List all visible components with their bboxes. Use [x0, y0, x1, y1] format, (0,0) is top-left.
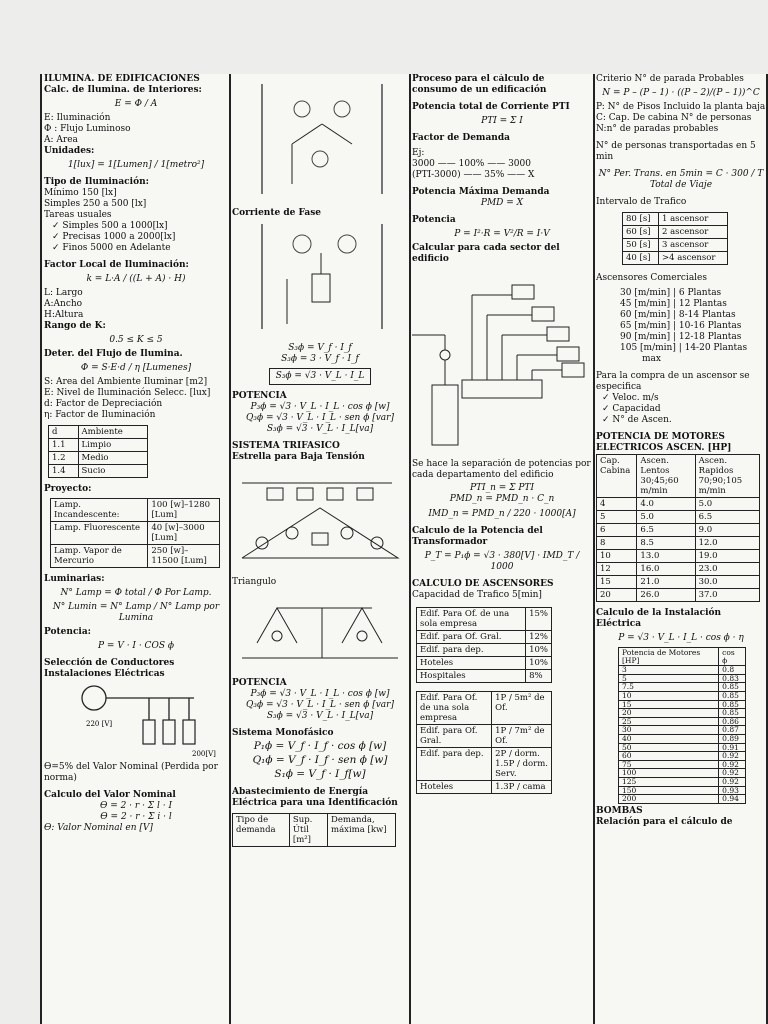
heading: Proceso para el cálculo de consumo de un edificación	[412, 74, 547, 95]
text-row: ✓ Precisas 1000 a 2000[lx]	[52, 232, 176, 242]
table-cell: 0.85	[719, 691, 746, 700]
table-row	[619, 752, 746, 761]
table-cell: Edif. para Of. Gral.	[417, 725, 492, 748]
heading: Sistema Monofásico	[232, 728, 334, 738]
table-cell: 50 [s]	[623, 239, 659, 252]
building-distribution-diagram	[412, 265, 592, 455]
text-row: ✓ Finos 5000 en Adelante	[52, 243, 171, 253]
column-iluminacion	[44, 74, 228, 1024]
table-row	[619, 795, 746, 804]
table-cell: 0.92	[719, 752, 746, 761]
table-header: Sup. Útil [m²]	[289, 814, 327, 847]
heading: Abastecimiento de Energía Eléctrica para una Identificación	[232, 787, 398, 808]
formula: N° Lumin = N° Lamp / N° Lamp por Lumina	[52, 602, 220, 623]
table-row	[417, 670, 552, 683]
table-cell: 60	[619, 752, 719, 761]
text-row: Simples 250 a 500 [lx]	[44, 199, 147, 209]
heading: BOMBAS	[596, 805, 643, 816]
formula: E = Φ / A	[114, 99, 158, 109]
formula: P = V · I · COS ϕ	[98, 641, 174, 651]
formula: PMD = X	[480, 198, 524, 208]
table-row: 20 26.0 37.0	[597, 589, 760, 602]
table-cell: 0.92	[719, 777, 746, 786]
formula: ϴ = 2 · r · Σ l · I	[99, 801, 173, 811]
formula: P₃ϕ = √3 · V_L · I_L · cos ϕ [w]	[250, 689, 390, 699]
table-cell: Medio	[78, 452, 147, 465]
demanda-table	[232, 813, 396, 847]
table-row	[619, 734, 746, 743]
table-cell: 40 [s]	[623, 252, 659, 265]
table-row	[51, 522, 220, 545]
definition: L: Largo	[44, 288, 83, 298]
table-row	[619, 691, 746, 700]
table-cell: Limpio	[78, 439, 147, 452]
definition: η: Factor de Iluminación	[44, 410, 156, 420]
definition: C: Cap. De cabina N° de personas	[596, 113, 752, 123]
table-row	[619, 777, 746, 786]
list-item: 105 [m/min] | 14-20 Plantas	[620, 343, 748, 353]
table-cell: 100 [w]–1280 [Lum]	[148, 499, 220, 522]
table-cell: Hospitales	[417, 670, 526, 683]
text-row: Ej:	[412, 148, 425, 158]
table-cell: 0.89	[719, 734, 746, 743]
column-potencia	[232, 74, 408, 1024]
table-row	[51, 499, 220, 522]
subtitle: Calc. de Ilumina. de Interiores:	[44, 85, 202, 95]
text-row: ✓ Simples 500 a 1000[lx]	[52, 221, 168, 231]
formula: PMD_n = PMD_n · C_n	[449, 494, 555, 504]
table-cell: 80 [s]	[623, 213, 659, 226]
formula: 0.5 ≤ K ≤ 5	[109, 335, 163, 345]
formula: N° Per. Trans. en 5min = C · 300 / T Total de Viaje	[598, 169, 764, 190]
table-row	[417, 657, 552, 670]
heading: Calculo de la Instalación Eléctrica	[596, 608, 722, 629]
table-row	[619, 666, 746, 675]
formula: ϴ: Valor Nominal en [V]	[44, 823, 153, 833]
list-item: max	[642, 354, 661, 364]
table-row	[49, 465, 148, 478]
definition: E: Nivel de Iluminación Selecc. [lux]	[44, 388, 211, 398]
definition: d: Factor de Depreciación	[44, 399, 163, 409]
table-cell: 10	[619, 691, 719, 700]
formula: S₃ϕ = √3 · V_L · I_L	[269, 368, 372, 385]
voltage-label: 220 [V]	[86, 720, 113, 728]
table-row: 4 4.0 5.0	[597, 498, 760, 511]
heading: Criterio N° de parada Probables	[596, 74, 744, 84]
table-cell: 125	[619, 777, 719, 786]
list-item: ✓ N° de Ascen.	[602, 415, 672, 425]
table-cell: 40 [w]–3000 [Lum]	[148, 522, 220, 545]
table-cell: 12%	[526, 631, 552, 644]
table-row: 15 21.0 30.0	[597, 576, 760, 589]
table-cell: 0.91	[719, 743, 746, 752]
table-cell: Edif. Para Of. de una sola empresa	[417, 608, 526, 631]
table-cell: 0.92	[719, 760, 746, 769]
definition: A:Ancho	[44, 299, 83, 309]
formula: ϴ = 2 · r · Σ i · l	[100, 812, 172, 822]
wiring-diagram-fase	[232, 219, 408, 339]
voltage-label: 200[V]	[192, 750, 216, 758]
definition: N:n° de paradas probables	[596, 124, 719, 134]
formula: S₃ϕ = 3 · V_f · I_f	[281, 354, 359, 364]
heading: Unidades:	[44, 146, 95, 156]
formula: PTI_n = Σ PTI	[469, 483, 534, 493]
table-cell: 25	[619, 717, 719, 726]
definition: E: Iluminación	[44, 113, 111, 123]
table-cell: Hoteles	[417, 657, 526, 670]
table-row	[417, 631, 552, 644]
table-cell: 1 ascensor	[658, 213, 727, 226]
table-cell: Edif. para dep.	[417, 644, 526, 657]
table-cell: 15	[619, 700, 719, 709]
heading: POTENCIA DE MOTORES ELECTRICOS ASCEN. [HP]	[596, 432, 732, 453]
text-row: Tareas usuales	[44, 210, 112, 220]
table-row	[417, 725, 552, 748]
table-cell: 7.5	[619, 683, 719, 692]
formula: Φ = S·E·d / η [Lumenes]	[80, 363, 192, 373]
definition: P: N° de Pisos Incluido la planta baja	[596, 102, 766, 112]
table-header: Ambiente	[78, 426, 147, 439]
table-cell: Lamp. Fluorescente	[51, 522, 148, 545]
formula: P₃ϕ = √3 · V_L · I_L · cos ϕ [w]	[250, 402, 390, 412]
table-cell: 20	[619, 709, 719, 718]
formula: k = L·A / ((L + A) · H)	[86, 274, 186, 284]
poblacion-table	[416, 691, 552, 794]
list-item: 65 [m/min] | 10-16 Plantas	[620, 321, 742, 331]
heading: CALCULO DE ASCENSORES	[412, 579, 554, 589]
text-row: Para la compra de un ascensor se especifica	[596, 371, 750, 392]
table-row	[623, 252, 728, 265]
formula: Q₃ϕ = √3 · V_L · I_L · sen ϕ [var]	[246, 413, 394, 423]
text-row: Mínimo 150 [lx]	[44, 188, 117, 198]
formula: S₃ϕ = √3 · V_L · I_L[va]	[266, 424, 374, 434]
table-row: 10 13.0 19.0	[597, 550, 760, 563]
motores-table	[596, 454, 760, 602]
table-header: Potencia de Motores [HP]	[619, 648, 719, 666]
formula: S₃ϕ = √3 · V_L · I_L[va]	[266, 711, 374, 721]
estrella-diagram	[232, 463, 408, 573]
column-ascensores	[596, 74, 766, 1024]
table-cell: 100	[619, 769, 719, 778]
table-cell: 10%	[526, 657, 552, 670]
column-divider	[229, 74, 231, 1024]
table-cell: 0.92	[719, 769, 746, 778]
heading: Calculo de la Potencia del Transformador	[412, 526, 543, 547]
table-row	[623, 226, 728, 239]
table-cell: 3 ascensor	[658, 239, 727, 252]
heading: Proyecto:	[44, 484, 92, 494]
table-cell: 60 [s]	[623, 226, 659, 239]
list-item: 30 [m/min] | 6 Plantas	[620, 288, 722, 298]
list-item: ✓ Veloc. m/s	[602, 393, 659, 403]
formula-boxed	[232, 368, 408, 385]
heading: Potencia	[412, 215, 456, 225]
table-row	[49, 439, 148, 452]
heading: Factor Local de Iluminación:	[44, 260, 189, 270]
table-cell: 1P / 5m² de Of.	[492, 692, 552, 725]
table-cell: 10%	[526, 644, 552, 657]
formula: IMD_n = PMD_n / 220 · 1000[A]	[428, 509, 576, 519]
table-row	[417, 781, 552, 794]
definition: S: Area del Ambiente Iluminar [m2]	[44, 377, 208, 387]
column-divider	[766, 74, 768, 1024]
table-cell: 1.2	[49, 452, 79, 465]
list-item: 45 [m/min] | 12 Plantas	[620, 299, 727, 309]
wiring-diagram-top	[232, 74, 408, 204]
table-row	[623, 239, 728, 252]
formula: Q₃ϕ = √3 · V_L · I_L · sen ϕ [var]	[246, 700, 394, 710]
text-row: (PTI-3000) —— 35% —— X	[412, 170, 535, 180]
formula: N = P – (P – 1) · ((P – 2)/(P – 1))^C	[602, 88, 760, 98]
table-cell: 0.94	[719, 795, 746, 804]
table-cell: 30	[619, 726, 719, 735]
list-item: ✓ Capacidad	[602, 404, 661, 414]
subheading: Relación para el cálculo de	[596, 816, 733, 827]
formula: N° Lamp = Φ total / Φ Por Lamp.	[60, 588, 212, 598]
table-cell: Lamp. Vapor de Mercurio	[51, 545, 148, 568]
heading: Luminarias:	[44, 574, 105, 584]
list-item: 90 [m/min] | 12-18 Plantas	[620, 332, 742, 342]
table-cell: 2 ascensor	[658, 226, 727, 239]
table-cell: 1.3P / cama	[492, 781, 552, 794]
formula-sheet	[40, 74, 768, 1024]
heading: Corriente de Fase	[232, 208, 322, 218]
ambiente-table	[48, 425, 148, 478]
formula: P = I²·R = V²/R = I·V	[454, 229, 550, 239]
table-row	[619, 709, 746, 718]
table-cell: 250 [w]– 11500 [Lum]	[148, 545, 220, 568]
formula: P_T = P₁ϕ = √3 · 380[V] · IMD_T / 1000	[424, 551, 580, 572]
subheading: Estrella para Baja Tensión	[232, 452, 365, 462]
table-cell: Edif. Para Of. de una sola empresa	[417, 692, 492, 725]
table-cell: Lamp. Incandescente:	[51, 499, 148, 522]
table-cell: 75	[619, 760, 719, 769]
text-row: 3000 —— 100% —— 3000	[412, 159, 531, 169]
heading: SISTEMA TRIFASICO	[232, 441, 340, 451]
label: Triangulo	[232, 577, 277, 587]
table-row	[417, 644, 552, 657]
text-row: Ascensores Comerciales	[596, 273, 708, 283]
table-cell: 5	[619, 674, 719, 683]
text-row: N° de personas transportadas en 5 min	[596, 141, 756, 162]
text-row: Intervalo de Trafico	[596, 197, 687, 207]
heading: POTENCIA	[232, 391, 287, 401]
capacidad-table	[416, 607, 552, 683]
table-cell: 2P / dorm. 1.5P / dorm. Serv.	[492, 748, 552, 781]
table-cell: 0.85	[719, 700, 746, 709]
table-cell: 0.8	[719, 666, 746, 675]
definition: Φ : Flujo Luminoso	[44, 124, 131, 134]
formula: 1[lux] = 1[Lumen] / 1[metro²]	[67, 160, 205, 170]
conductor-diagram	[44, 680, 224, 758]
table-cell: Hoteles	[417, 781, 492, 794]
table-cell: Edif. para Of. Gral.	[417, 631, 526, 644]
formula: Q₁ϕ = V_f · I_f · sen ϕ [w]	[252, 754, 388, 766]
heading: Potencia:	[44, 627, 92, 637]
formula: S₁ϕ = V_f · I_f[w]	[274, 768, 366, 780]
heading: Calcular para cada sector del edificio	[412, 243, 560, 264]
table-cell: 200	[619, 795, 719, 804]
formula: S₃ϕ = V_f · I_f	[288, 343, 352, 353]
heading: Rango de K:	[44, 321, 106, 331]
formula: PTI = Σ I	[481, 116, 523, 126]
note: ϴ=5% del Valor Nominal (Perdida por norma)	[44, 762, 218, 783]
table-cell: 0.86	[719, 717, 746, 726]
table-row	[417, 692, 552, 725]
definition: A: Area	[44, 135, 78, 145]
heading: Deter. del Flujo de Ilumina.	[44, 349, 183, 359]
table-header: Tipo de demanda	[233, 814, 290, 847]
asc-comerciales-list	[620, 288, 766, 365]
table-cell: 1.4	[49, 465, 79, 478]
table-row: 6 6.5 9.0	[597, 524, 760, 537]
table-cell: 1.1	[49, 439, 79, 452]
table-row: 8 8.5 12.0	[597, 537, 760, 550]
heading: Selección de Conductores Instalaciones Eléctricas	[44, 658, 175, 679]
table-cell: 0.87	[719, 726, 746, 735]
table-row	[51, 545, 220, 568]
table-cell: Sucio	[78, 465, 147, 478]
column-consumo	[412, 74, 592, 1024]
heading: Factor de Demanda	[412, 133, 510, 143]
intervalo-table	[622, 212, 728, 265]
definition: H:Altura	[44, 310, 84, 320]
table-cell: 15%	[526, 608, 552, 631]
note: Se hace la separación de potencias por cada departamento del edificio	[412, 459, 591, 480]
table-header: Ascen. Rapidos 70;90;105 m/min	[695, 455, 759, 498]
table-cell: 0.93	[719, 786, 746, 795]
table-cell: 40	[619, 734, 719, 743]
formula: P₁ϕ = V_f · I_f · cos ϕ [w]	[253, 740, 387, 752]
list-item: 60 [m/min] | 8-14 Plantas	[620, 310, 736, 320]
table-header: Ascen. Lentos 30;45;60 m/min	[637, 455, 695, 498]
proyecto-table	[50, 498, 220, 568]
table-row	[49, 452, 148, 465]
section-title: ILUMINA. DE EDIFICACIONES	[44, 74, 200, 84]
table-cell: 3	[619, 666, 719, 675]
heading: Potencia total de Corriente PTI	[412, 102, 570, 112]
heading: Tipo de Iluminación:	[44, 177, 149, 187]
table-cell: >4 ascensor	[658, 252, 727, 265]
formula: P = √3 · V_L · I_L · cos ϕ · η	[618, 633, 744, 643]
table-cell: Edif. para dep.	[417, 748, 492, 781]
heading: Potencia Máxima Demanda	[412, 187, 550, 197]
table-cell: 1P / 7m² de Of.	[492, 725, 552, 748]
table-cell: 0.83	[719, 674, 746, 683]
subheading: Capacidad de Trafico 5[min]	[412, 590, 542, 600]
table-cell: 50	[619, 743, 719, 752]
table-row	[417, 748, 552, 781]
table-header: d	[49, 426, 79, 439]
table-row: 12 16.0 23.0	[597, 563, 760, 576]
table-header: Demanda, máxima [kw]	[328, 814, 396, 847]
table-header: Cap. Cabina	[597, 455, 637, 498]
table-cell: 0.85	[719, 683, 746, 692]
table-row	[417, 608, 552, 631]
heading: POTENCIA	[232, 678, 287, 688]
column-divider	[409, 74, 411, 1024]
table-row: 5 5.0 6.5	[597, 511, 760, 524]
table-cell: 150	[619, 786, 719, 795]
heading: Calculo del Valor Nominal	[44, 790, 176, 800]
table-cell: 8%	[526, 670, 552, 683]
column-divider	[40, 74, 42, 1024]
table-row	[623, 213, 728, 226]
column-divider	[593, 74, 595, 1024]
cos-phi-table	[618, 647, 746, 804]
triangulo-diagram	[232, 588, 408, 668]
table-cell: 0.85	[719, 709, 746, 718]
table-header: cos ϕ	[719, 648, 746, 666]
